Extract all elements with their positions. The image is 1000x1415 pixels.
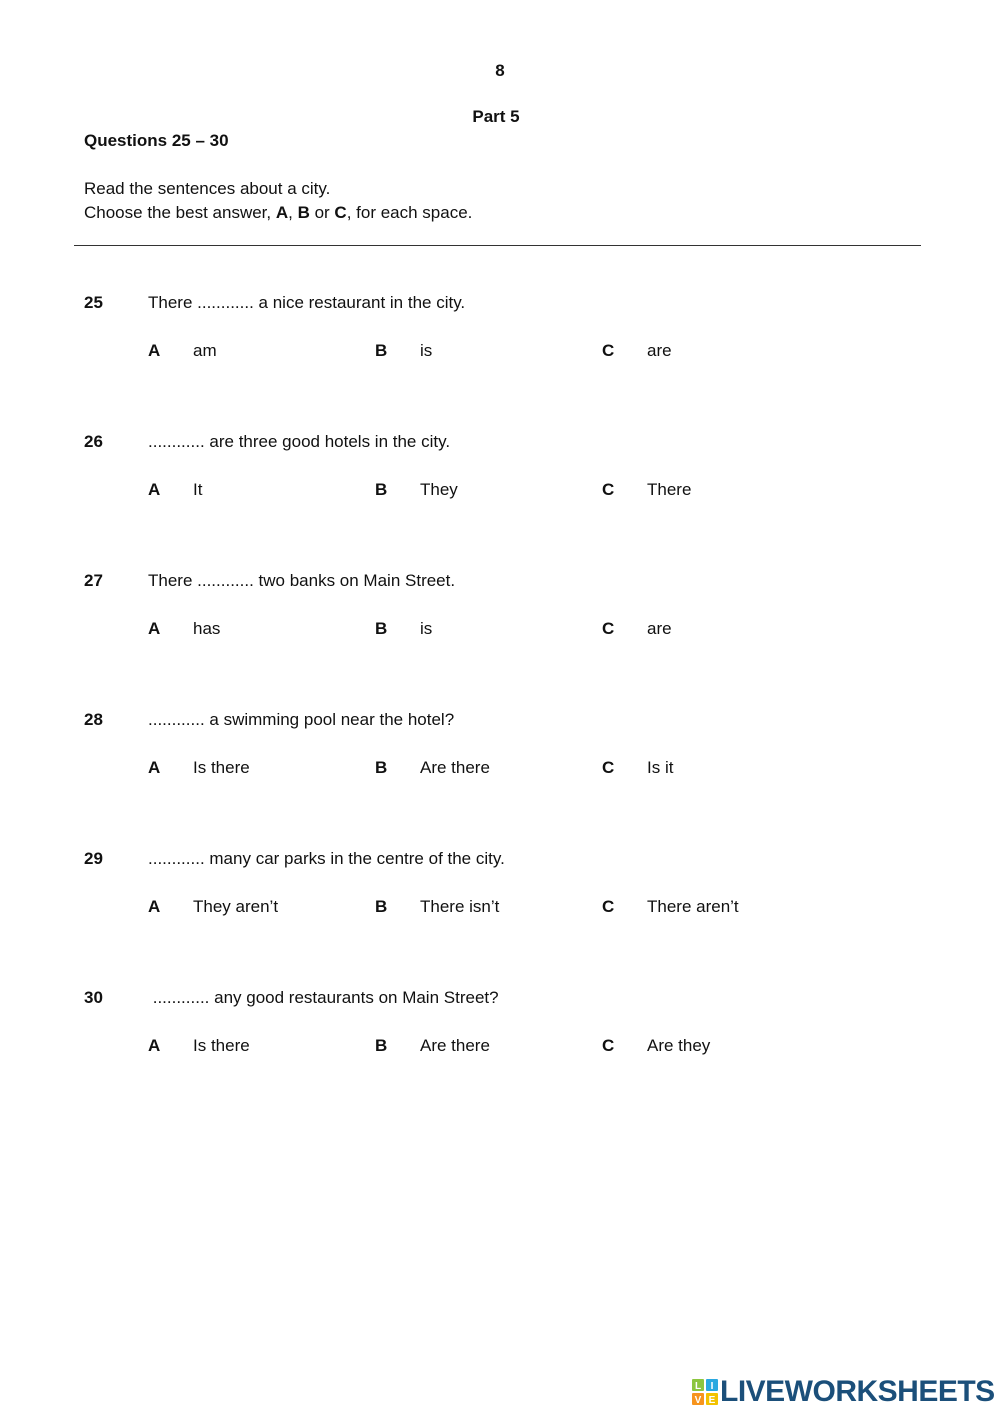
instructions-line-2 xyxy=(84,201,472,225)
option-letter: B xyxy=(375,480,388,499)
divider xyxy=(74,245,921,246)
questions-heading: Questions 25 – 30 xyxy=(84,131,229,150)
instructions-letter-a: A xyxy=(275,203,289,222)
svg-text:V: V xyxy=(694,1395,702,1405)
part-title: Part 5 xyxy=(472,107,520,126)
option-letter: C xyxy=(602,758,615,777)
liveworksheets-logo-icon xyxy=(692,1379,718,1405)
option-letter: B xyxy=(375,619,388,638)
question-26 xyxy=(84,432,944,571)
option-text: is xyxy=(420,619,433,638)
instructions-line-1: Read the sentences about a city. xyxy=(84,179,331,198)
option-letter: B xyxy=(375,758,388,777)
question-text: ............ are three good hotels in the city. xyxy=(148,432,451,451)
option-letter: A xyxy=(148,1036,161,1055)
option-text: has xyxy=(193,619,221,638)
option-text: It xyxy=(193,480,203,499)
option-text: are xyxy=(647,341,672,360)
question-list xyxy=(84,293,944,1127)
instructions-text: , for each space. xyxy=(346,203,473,222)
question-30 xyxy=(84,988,944,1127)
svg-text:I: I xyxy=(710,1381,714,1392)
option-letter: C xyxy=(602,897,615,916)
option-text: Is it xyxy=(647,758,674,777)
svg-text:E: E xyxy=(708,1395,716,1405)
option-letter: C xyxy=(602,619,615,638)
question-text: There ............ a nice restaurant in the city. xyxy=(148,293,466,312)
question-text: ............ any good restaurants on Main Street? xyxy=(148,988,499,1007)
option-letter: B xyxy=(375,1036,388,1055)
question-text: There ............ two banks on Main Street. xyxy=(148,571,456,590)
option-letter: A xyxy=(148,897,161,916)
option-letter: B xyxy=(375,897,388,916)
option-text: Are they xyxy=(647,1036,711,1055)
option-text: They aren’t xyxy=(193,897,279,916)
option-text: Are there xyxy=(420,1036,490,1055)
instructions-text: Choose the best answer, xyxy=(84,203,276,222)
option-letter: B xyxy=(375,341,388,360)
option-text: Is there xyxy=(193,1036,250,1055)
question-number: 30 xyxy=(84,988,103,1007)
option-letter: A xyxy=(148,480,161,499)
instructions-text: , xyxy=(288,203,298,222)
question-28 xyxy=(84,710,944,849)
option-text: are xyxy=(647,619,672,638)
question-number: 27 xyxy=(84,571,103,590)
instructions-text: or xyxy=(309,203,335,222)
question-number: 25 xyxy=(84,293,103,312)
question-29 xyxy=(84,849,944,988)
question-text: ............ many car parks in the centre of the city. xyxy=(148,849,505,868)
option-text: There aren’t xyxy=(647,897,739,916)
question-text: ............ a swimming pool near the hotel? xyxy=(148,710,455,729)
option-letter: A xyxy=(148,619,161,638)
option-letter: A xyxy=(148,341,161,360)
svg-text:L: L xyxy=(694,1381,702,1392)
option-letter: C xyxy=(602,480,615,499)
instructions xyxy=(84,177,472,225)
question-number: 26 xyxy=(84,432,103,451)
question-27 xyxy=(84,571,944,710)
option-text: There xyxy=(647,480,692,499)
question-25 xyxy=(84,293,944,432)
page-number: 8 xyxy=(495,61,505,80)
question-number: 28 xyxy=(84,710,103,729)
option-letter: C xyxy=(602,1036,615,1055)
option-text: am xyxy=(193,341,217,360)
brand-name: LIVEWORKSHEETS xyxy=(720,1375,995,1408)
option-text: They xyxy=(420,480,458,499)
option-letter: C xyxy=(602,341,615,360)
option-letter: A xyxy=(148,758,161,777)
instructions-letter-b: B xyxy=(297,203,310,222)
liveworksheets-brand xyxy=(692,1376,995,1408)
option-text: Are there xyxy=(420,758,490,777)
option-text: is xyxy=(420,341,433,360)
option-text: Is there xyxy=(193,758,250,777)
instructions-letter-c: C xyxy=(334,203,347,222)
question-number: 29 xyxy=(84,849,103,868)
option-text: There isn’t xyxy=(420,897,500,916)
